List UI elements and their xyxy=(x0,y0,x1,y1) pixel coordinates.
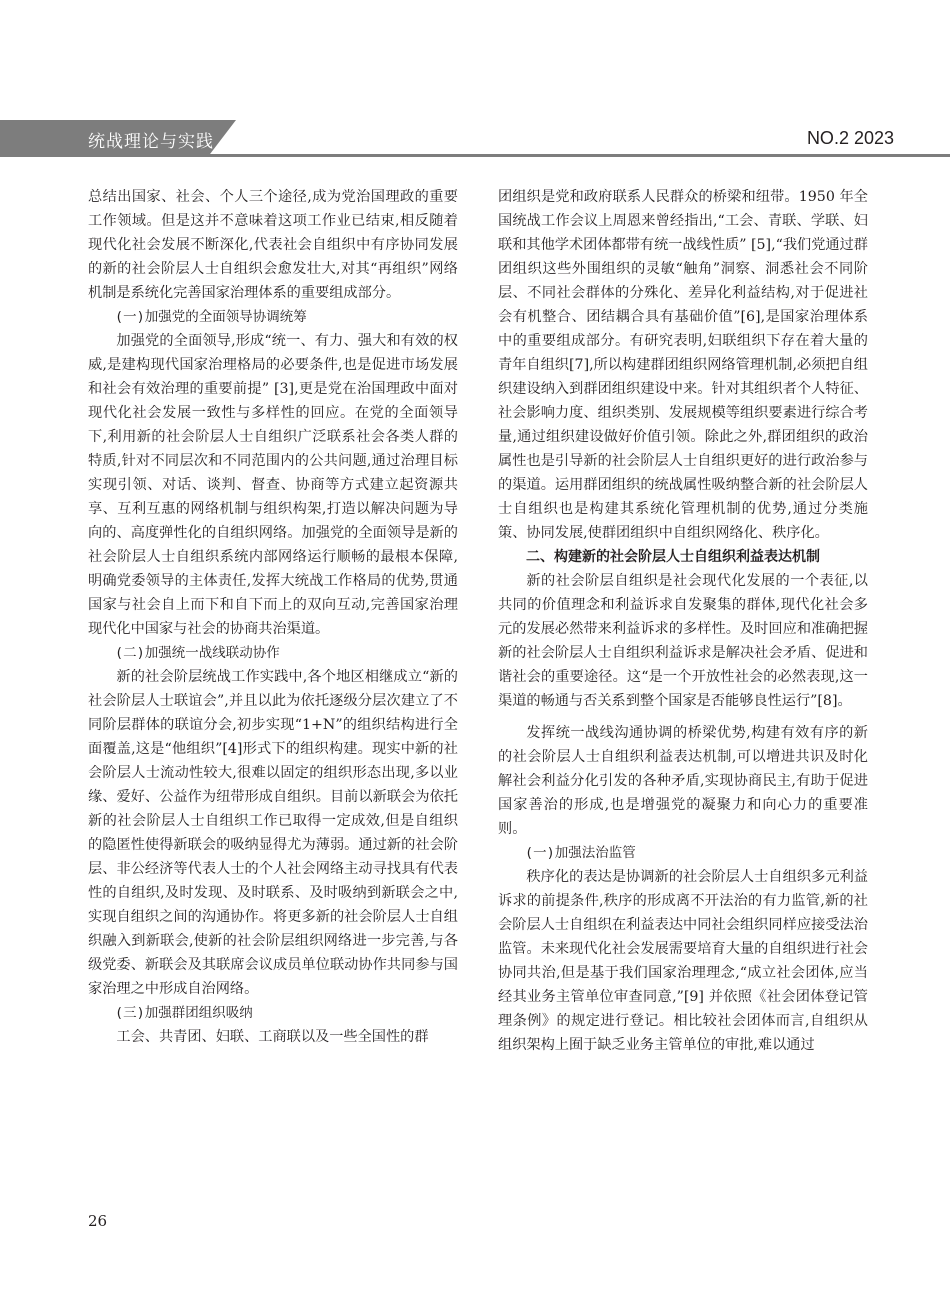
paragraph: 团组织是党和政府联系人民群众的桥梁和纽带。1950 年全国统战工作会议上周恩来曾经指出,“工会、青联、学联、妇联和其他学术团体都带有统一战线性质” [5],“我们党通过群团组织这些外围组织的灵敏“触角”洞察、洞悉社会不同阶层、不同社会群体的分殊化、差异化利益结构,对于促进社会有机整合、团结耦合具有基础价值”[6],是国家治理体系中的重要组成部分。有研究表明,妇联组织下存在着大量的青年自组织[7],所以构建群团组织网络管理机制,必须把自组织建设纳入到群团组织建设中来。针对其组织者个人特征、社会影响力度、组织类别、发展规模等组织要素进行综合考量,通过组织建设做好价值引领。除此之外,群团组织的政治属性也是引导新的社会阶层人士自组织更好的进行政治参与的渠道。运用群团组织的统战属性吸纳整合新的社会阶层人士自组织也是构建其系统化管理机制的优势,通过分类施策、协同发展,使群团组织中自组织网络化、秩序化。 xyxy=(498,189,868,541)
paragraph: 工会、共青团、妇联、工商联以及一些全国性的群 xyxy=(116,1029,429,1045)
subsection-heading: (一)加强党的全面领导协调统筹 xyxy=(115,309,307,325)
subsection-heading: (三)加强群团组织吸纳 xyxy=(115,1005,253,1021)
paragraph: 新的社会阶层自组织是社会现代化发展的一个表征,以共同的价值理念和利益诉求自发聚集的群体,现代化社会多元的发展必然带来利益诉求的多样性。及时回应和准确把握新的社会阶层人士自组织利益诉求是解决社会矛盾、促进和谐社会的重要途径。这“是一个开放性社会的必然表现,这一渠道的畅通与否关系到整个国家是否能够良性运行”[8]。 xyxy=(498,573,868,709)
issue-label: NO.2 2023 xyxy=(806,128,894,148)
right-column xyxy=(498,185,868,1057)
paragraph: 总结出国家、社会、个人三个途径,成为党治国理政的重要工作领域。但是这并不意味着这项工作业已结束,相反随着现代化社会发展不断深化,代表社会自组织中有序协同发展的新的社会阶层人士自组织会愈发壮大,对其“再组织”网络机制是系统化完善国家治理体系的重要组成部分。 xyxy=(88,189,458,301)
page-number: 26 xyxy=(88,1212,108,1230)
subsection-heading: (二)加强统一战线联动协作 xyxy=(115,645,280,661)
header-rule xyxy=(0,154,950,157)
paragraph: 秩序化的表达是协调新的社会阶层人士自组织多元利益诉求的前提条件,秩序的形成离不开法治的有力监管,新的社会阶层人士自组织在利益表达中同社会组织同样应接受法治监管。未来现代化社会发展需要培育大量的自组织进行社会协同共治,但是基于我们国家治理理念,“成立社会团体,应当经其业务主管单位审查同意,”[9] 并依照《社会团体登记管理条例》的规定进行登记。相比较社会团体而言,自组织从组织架构上囿于缺乏业务主管单位的审批,难以通过 xyxy=(498,869,868,1053)
paragraph: 发挥统一战线沟通协调的桥梁优势,构建有效有序的新的社会阶层人士自组织利益表达机制,可以增进共识及时化解社会利益分化引发的各种矛盾,实现协商民主,有助于促进国家善治的形成,也是增强党的凝聚力和向心力的重要准则。 xyxy=(498,725,868,837)
subsection-heading: (一)加强法治监管 xyxy=(525,845,636,861)
paragraph: 加强党的全面领导,形成“统一、有力、强大和有效的权威,是建构现代国家治理格局的必要条件,也是促进市场发展和社会有效治理的重要前提” [3],更是党在治国理政中面对现代化社会发展一致性与多样性的回应。在党的全面领导下,利用新的社会阶层人士自组织广泛联系社会各类人群的特质,针对不同层次和不同范围内的公共问题,通过治理目标实现引领、对话、谈判、督查、协商等方式建立起资源共享、互利互惠的网络机制与组织构架,打造以解决问题为导向的、高度弹性化的自组织网络。加强党的全面领导是新的社会阶层人士自组织系统内部网络运行顺畅的最根本保障,明确党委领导的主体责任,发挥大统战工作格局的优势,贯通国家与社会自上而下和自下而上的双向互动,完善国家治理现代化中国家与社会的协商共治渠道。 xyxy=(88,333,458,637)
paragraph-gap xyxy=(498,713,868,721)
journal-title: 统战理论与实践 xyxy=(88,132,214,152)
section-heading: 二、构建新的社会阶层人士自组织利益表达机制 xyxy=(526,549,820,565)
left-column xyxy=(88,185,458,1049)
paragraph: 新的社会阶层统战工作实践中,各个地区相继成立“新的社会阶层人士联谊会”,并且以此为依托逐级分层次建立了不同阶层群体的联谊分会,初步实现“1+N”的组织结构进行全面覆盖,这是“他组织”[4]形式下的组织构建。现实中新的社会阶层人士流动性较大,很难以固定的组织形态出现,多以业缘、爱好、公益作为纽带形成自组织。目前以新联会为依托新的社会阶层人士自组织工作已取得一定成效,但是自组织的隐匿性使得新联会的吸纳显得尤为薄弱。通过新的社会阶层、非公经济等代表人士的个人社会网络主动寻找具有代表性的自组织,及时发现、及时联系、及时吸纳到新联会之中,实现自组织之间的沟通协作。将更多新的社会阶层人士自组织融入到新联会,使新的社会阶层组织网络进一步完善,与各级党委、新联会及其联席会议成员单位联动协作共同参与国家治理之中形成自治网络。 xyxy=(88,669,458,997)
